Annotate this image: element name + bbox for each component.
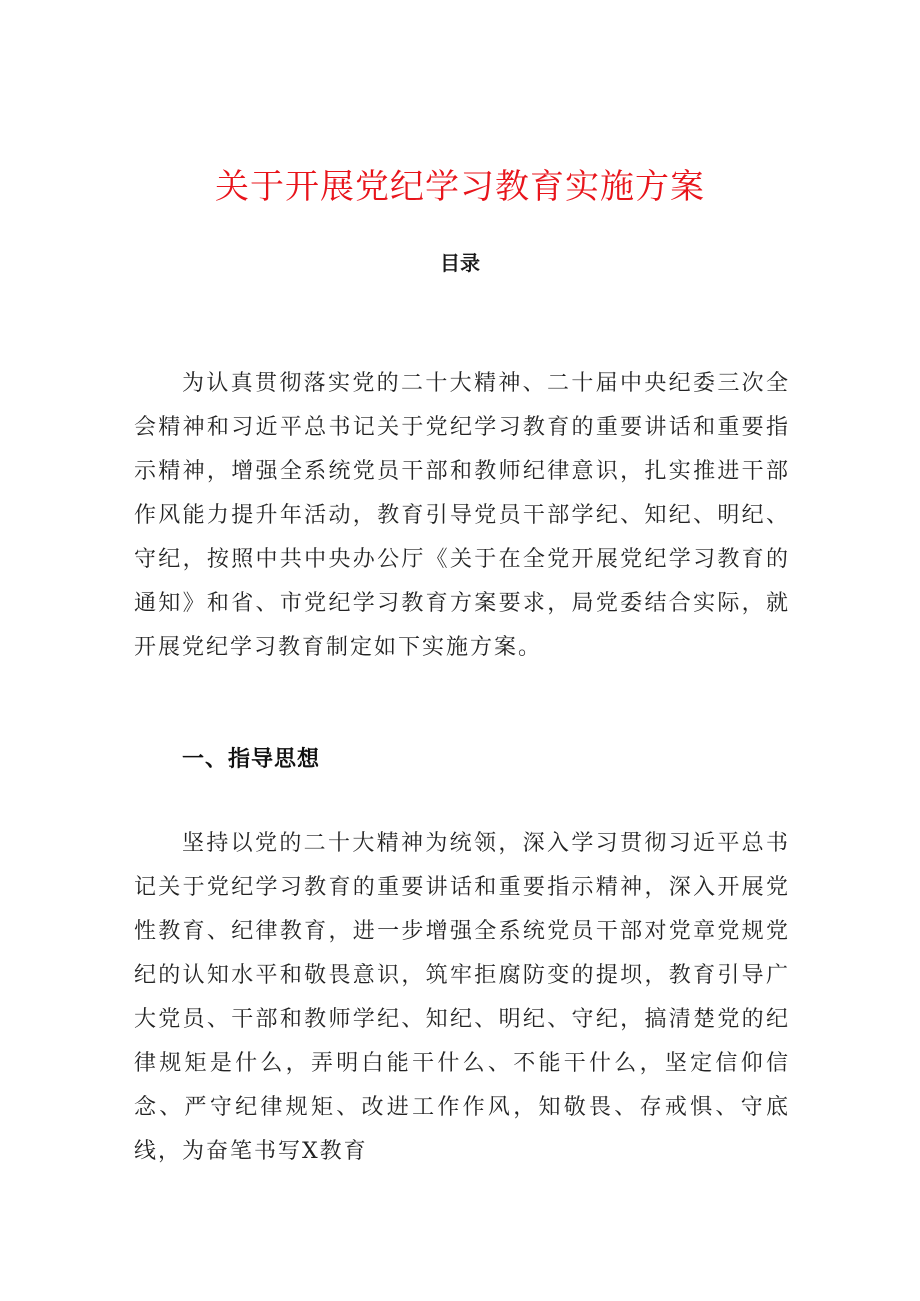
intro-paragraph: 为认真贯彻落实党的二十大精神、二十届中央纪委三次全会精神和习近平总书记关于党纪学习教育的重要讲话和重要指示精神，增强全系统党员干部和教师纪律意识，扎实推进干部作风能力提升年活动，教育引导党员干部学纪、知纪、明纪、守纪，按照中共中央办公厅《关于在全党开展党纪学习教育的通知》和省、市党纪学习教育方案要求，局党委结合实际，就开展党纪学习教育制定如下实施方案。: [134, 371, 790, 660]
table-of-contents-label: 目录: [440, 251, 480, 275]
section-heading-guiding-ideology: 一、指导思想: [182, 747, 321, 772]
section-paragraph-guiding-ideology: 坚持以党的二十大精神为统领，深入学习贯彻习近平总书记关于党纪学习教育的重要讲话和重要指示精神，深入开展党性教育、纪律教育，进一步增强全系统党员干部对党章党规党纪的认知水平和敬畏意识，筑牢拒腐防变的提坝，教育引导广大党员、干部和教师学纪、知纪、明纪、守纪，搞清楚党的纪律规矩是什么，弄明白能干什么、不能干什么，坚定信仰信念、严守纪律规矩、改进工作作风，知敬畏、存戒惧、守底线，为奋笔书写X教育: [134, 831, 790, 1164]
document-title: 关于开展党纪学习教育实施方案: [215, 167, 705, 207]
